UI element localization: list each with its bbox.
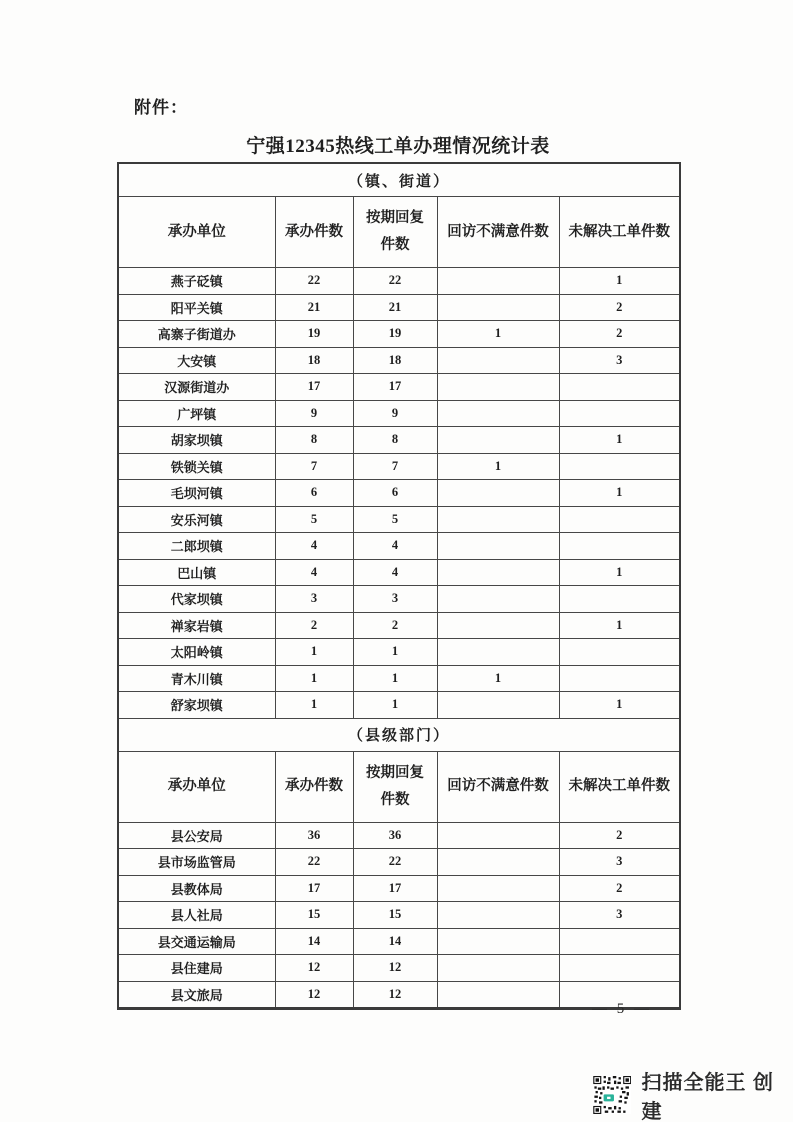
unit-name-cell: 县交通运输局	[118, 928, 275, 955]
value-cell: 1	[353, 665, 437, 692]
table-row	[118, 875, 680, 902]
value-cell: 1	[559, 427, 680, 454]
table-row	[118, 822, 680, 849]
value-cell: 18	[353, 347, 437, 374]
column-header: 回访不满意件数	[437, 197, 559, 268]
value-cell: 19	[353, 321, 437, 348]
value-cell	[437, 480, 559, 507]
table-row	[118, 665, 680, 692]
unit-name-cell: 县人社局	[118, 902, 275, 929]
table-row	[118, 480, 680, 507]
value-cell: 1	[437, 665, 559, 692]
value-cell: 5	[275, 506, 353, 533]
value-cell	[437, 612, 559, 639]
page-number: — 5 —	[592, 1001, 652, 1017]
value-cell: 1	[559, 268, 680, 295]
value-cell: 17	[275, 875, 353, 902]
value-cell	[437, 981, 559, 1009]
value-cell: 7	[353, 453, 437, 480]
value-cell	[437, 268, 559, 295]
value-cell: 3	[559, 902, 680, 929]
table-row	[118, 955, 680, 982]
value-cell	[437, 955, 559, 982]
value-cell	[437, 928, 559, 955]
value-cell: 22	[353, 849, 437, 876]
stats-table	[117, 162, 681, 1010]
unit-name-cell: 二郎坝镇	[118, 533, 275, 560]
value-cell: 12	[275, 955, 353, 982]
value-cell: 1	[559, 692, 680, 719]
value-cell: 12	[275, 981, 353, 1009]
value-cell: 8	[353, 427, 437, 454]
table-row	[118, 692, 680, 719]
value-cell: 6	[353, 480, 437, 507]
value-cell: 1	[353, 692, 437, 719]
value-cell	[437, 400, 559, 427]
table-row	[118, 427, 680, 454]
unit-name-cell: 舒家坝镇	[118, 692, 275, 719]
value-cell: 3	[353, 586, 437, 613]
value-cell: 22	[275, 268, 353, 295]
qr-code-icon	[593, 1076, 631, 1114]
value-cell: 1	[275, 692, 353, 719]
unit-name-cell: 县文旅局	[118, 981, 275, 1009]
value-cell: 15	[275, 902, 353, 929]
value-cell	[559, 374, 680, 401]
value-cell	[437, 639, 559, 666]
column-header: 承办单位	[118, 751, 275, 822]
section-row	[118, 718, 680, 751]
value-cell: 7	[275, 453, 353, 480]
value-cell: 1	[559, 612, 680, 639]
value-cell: 8	[275, 427, 353, 454]
table-row	[118, 849, 680, 876]
unit-name-cell: 汉源街道办	[118, 374, 275, 401]
value-cell	[559, 928, 680, 955]
value-cell: 14	[275, 928, 353, 955]
value-cell: 15	[353, 902, 437, 929]
value-cell: 4	[353, 533, 437, 560]
unit-name-cell: 铁锁关镇	[118, 453, 275, 480]
column-header: 回访不满意件数	[437, 751, 559, 822]
value-cell	[559, 533, 680, 560]
unit-name-cell: 毛坝河镇	[118, 480, 275, 507]
scanner-watermark-text: 扫描全能王 创建	[641, 1072, 775, 1122]
value-cell	[559, 665, 680, 692]
value-cell: 3	[275, 586, 353, 613]
table-row	[118, 268, 680, 295]
unit-name-cell: 广坪镇	[118, 400, 275, 427]
value-cell: 2	[559, 822, 680, 849]
value-cell: 1	[437, 453, 559, 480]
value-cell: 1	[275, 639, 353, 666]
table-row	[118, 321, 680, 348]
value-cell: 19	[275, 321, 353, 348]
table-row	[118, 928, 680, 955]
value-cell: 4	[275, 559, 353, 586]
value-cell	[437, 822, 559, 849]
value-cell	[437, 849, 559, 876]
unit-name-cell: 阳平关镇	[118, 294, 275, 321]
value-cell: 2	[353, 612, 437, 639]
unit-name-cell: 高寨子街道办	[118, 321, 275, 348]
value-cell	[437, 506, 559, 533]
value-cell	[437, 586, 559, 613]
unit-name-cell: 巴山镇	[118, 559, 275, 586]
table-row	[118, 902, 680, 929]
value-cell: 12	[353, 981, 437, 1009]
table-row	[118, 559, 680, 586]
value-cell	[437, 427, 559, 454]
value-cell: 3	[559, 849, 680, 876]
unit-name-cell: 青木川镇	[118, 665, 275, 692]
unit-name-cell: 胡家坝镇	[118, 427, 275, 454]
unit-name-cell: 禅家岩镇	[118, 612, 275, 639]
table-row	[118, 374, 680, 401]
unit-name-cell: 县公安局	[118, 822, 275, 849]
attachment-label: 附件：	[134, 98, 188, 117]
value-cell: 22	[353, 268, 437, 295]
column-header: 承办单位	[118, 197, 275, 268]
value-cell: 1	[437, 321, 559, 348]
value-cell: 6	[275, 480, 353, 507]
value-cell: 1	[353, 639, 437, 666]
table-row	[118, 533, 680, 560]
value-cell: 1	[275, 665, 353, 692]
value-cell: 36	[353, 822, 437, 849]
value-cell	[559, 506, 680, 533]
value-cell	[437, 374, 559, 401]
section-header: （镇、街道）	[118, 163, 680, 197]
value-cell: 9	[353, 400, 437, 427]
value-cell: 2	[275, 612, 353, 639]
column-header: 按期回复 件数	[353, 197, 437, 268]
document-title: 宁强12345热线工单办理情况统计表	[246, 136, 550, 157]
value-cell: 21	[353, 294, 437, 321]
value-cell: 17	[353, 875, 437, 902]
unit-name-cell: 大安镇	[118, 347, 275, 374]
table-row	[118, 294, 680, 321]
value-cell	[559, 400, 680, 427]
unit-name-cell: 县教体局	[118, 875, 275, 902]
table-row	[118, 612, 680, 639]
value-cell: 18	[275, 347, 353, 374]
unit-name-cell: 县住建局	[118, 955, 275, 982]
value-cell	[437, 875, 559, 902]
unit-name-cell: 安乐河镇	[118, 506, 275, 533]
scanner-watermark	[593, 1066, 793, 1122]
value-cell	[437, 559, 559, 586]
table-row	[118, 586, 680, 613]
value-cell: 12	[353, 955, 437, 982]
value-cell: 4	[353, 559, 437, 586]
value-cell: 17	[275, 374, 353, 401]
value-cell: 2	[559, 875, 680, 902]
table-row	[118, 347, 680, 374]
value-cell	[559, 586, 680, 613]
value-cell: 14	[353, 928, 437, 955]
column-header: 未解决工单件数	[559, 197, 680, 268]
unit-name-cell: 代家坝镇	[118, 586, 275, 613]
value-cell: 22	[275, 849, 353, 876]
unit-name-cell: 县市场监管局	[118, 849, 275, 876]
value-cell: 36	[275, 822, 353, 849]
value-cell: 2	[559, 321, 680, 348]
table-row	[118, 453, 680, 480]
table-row	[118, 506, 680, 533]
section-row	[118, 163, 680, 197]
table-row	[118, 639, 680, 666]
value-cell: 3	[559, 347, 680, 374]
value-cell: 21	[275, 294, 353, 321]
value-cell: 4	[275, 533, 353, 560]
value-cell: 17	[353, 374, 437, 401]
unit-name-cell: 太阳岭镇	[118, 639, 275, 666]
value-cell	[437, 692, 559, 719]
value-cell: 1	[559, 480, 680, 507]
column-header-row	[118, 197, 680, 268]
value-cell	[559, 639, 680, 666]
value-cell	[437, 533, 559, 560]
value-cell: 2	[559, 294, 680, 321]
value-cell: 9	[275, 400, 353, 427]
column-header: 未解决工单件数	[559, 751, 680, 822]
value-cell	[559, 955, 680, 982]
value-cell	[437, 294, 559, 321]
value-cell	[437, 347, 559, 374]
unit-name-cell: 燕子砭镇	[118, 268, 275, 295]
value-cell: 5	[353, 506, 437, 533]
column-header-row	[118, 751, 680, 822]
column-header: 承办件数	[275, 751, 353, 822]
value-cell	[559, 453, 680, 480]
table-row	[118, 400, 680, 427]
column-header: 按期回复 件数	[353, 751, 437, 822]
value-cell	[437, 902, 559, 929]
column-header: 承办件数	[275, 197, 353, 268]
value-cell: 1	[559, 559, 680, 586]
section-header: （县级部门）	[118, 718, 680, 751]
